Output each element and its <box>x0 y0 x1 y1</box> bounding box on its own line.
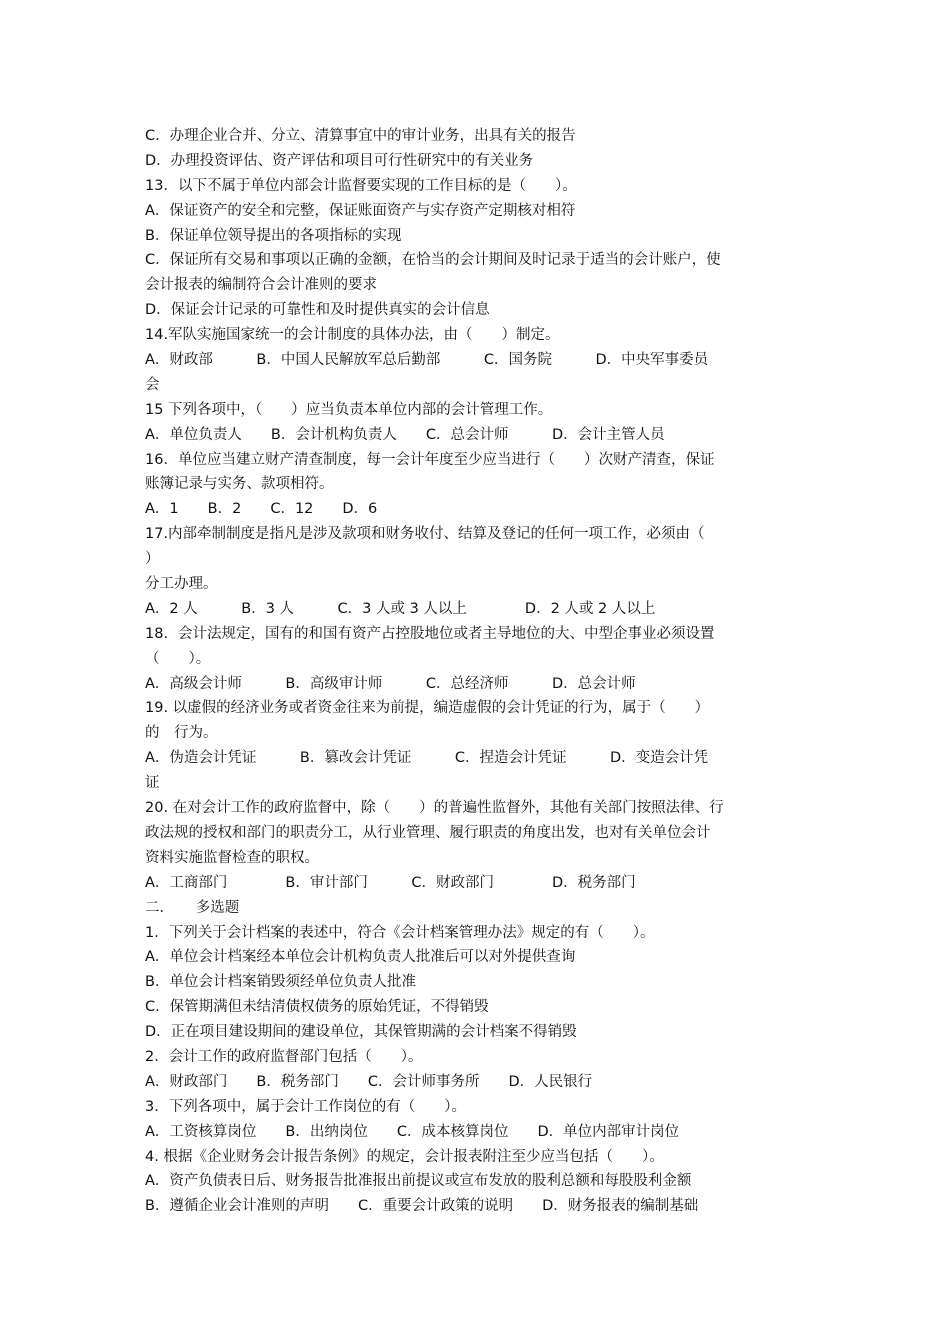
text-line: A．财政部门 B．税务部门 C．会计师事务所 D．人民银行 <box>145 1073 593 1090</box>
text-line: A．工资核算岗位 B．出纳岗位 C．成本核算岗位 D．单位内部审计岗位 <box>145 1123 680 1140</box>
text-line: A．高级会计师 B．高级审计师 C．总经济师 D．总会计师 <box>145 675 636 692</box>
text-line: A．财政部 B．中国人民解放军总后勤部 C．国务院 D．中央军事委员 <box>145 352 709 369</box>
text-line: 4. 根据《企业财务会计报告条例》的规定，会计报表附注至少应当包括（ ）。 <box>145 1148 664 1165</box>
text-line: 会 <box>145 376 160 393</box>
text-line: D．正在项目建设期间的建设单位，其保管期满的会计档案不得销毁 <box>145 1024 577 1041</box>
text-line: A．单位会计档案经本单位会计机构负责人批准后可以对外提供查询 <box>145 949 576 966</box>
text-line: 分工办理。 <box>145 576 218 593</box>
text-line: A．单位负责人 B．会计机构负责人 C．总会计师 D．会计主管人员 <box>145 426 665 443</box>
text-line: A．资产负债表日后、财务报告批准报出前提议或宣布发放的股利总额和每股股利金额 <box>145 1173 692 1190</box>
text-line: C．保管期满但未结清债权债务的原始凭证，不得销毁 <box>145 999 489 1016</box>
text-line: 2．会计工作的政府监督部门包括（ ）。 <box>145 1048 423 1065</box>
text-line: A．2 人 B．3 人 C．3 人或 3 人以上 D．2 人或 2 人以上 <box>145 600 656 617</box>
text-line: 17.内部牵制制度是指凡是涉及款项和财务收付、结算及登记的任何一项工作，必须由（ <box>145 526 705 543</box>
text-line: A．工商部门 B．审计部门 C．财政部门 D．税务部门 <box>145 874 636 891</box>
question-text-body <box>145 124 813 1219</box>
text-line: 政法规的授权和部门的职责分工，从行业管理、履行职责的角度出发，也对有关单位会计 <box>145 824 711 841</box>
text-line: A．伪造会计凭证 B．篡改会计凭证 C．捏造会计凭证 D．变造会计凭 <box>145 750 709 767</box>
text-line: B．单位会计档案销毁须经单位负责人批准 <box>145 974 416 991</box>
text-line: A．保证资产的安全和完整，保证账面资产与实存资产定期核对相符 <box>145 202 576 219</box>
text-line: B．遵循企业会计准则的声明 C．重要会计政策的说明 D．财务报表的编制基础 <box>145 1198 699 1215</box>
text-line: 19. 以虚假的经济业务或者资金往来为前提，编造虚假的会计凭证的行为，属于（ ） <box>145 700 710 717</box>
text-line: 14.军队实施国家统一的会计制度的具体办法，由（ ）制定。 <box>145 327 560 344</box>
text-line: 15 下列各项中，（ ）应当负责本单位内部的会计管理工作。 <box>145 401 553 418</box>
text-line: （ ）。 <box>145 650 211 667</box>
text-line: 二． 多选题 <box>145 899 240 916</box>
text-line: 的 行为。 <box>145 725 218 742</box>
text-line: 20. 在对会计工作的政府监督中，除（ ）的普遍性监督外，其他有关部门按照法律、行 <box>145 800 724 817</box>
text-line: 会计报表的编制符合会计准则的要求 <box>145 277 377 294</box>
text-line: 13．以下不属于单位内部会计监督要实现的工作目标的是（ ）。 <box>145 177 577 194</box>
text-line: D．保证会计记录的可靠性和及时提供真实的会计信息 <box>145 302 490 319</box>
text-line: 账簿记录与实务、款项相符。 <box>145 476 334 493</box>
text-line: ） <box>145 551 160 568</box>
text-line: 证 <box>145 775 160 792</box>
text-line: D．办理投资评估、资产评估和项目可行性研究中的有关业务 <box>145 152 534 169</box>
text-line: B．保证单位领导提出的各项指标的实现 <box>145 227 402 244</box>
text-line: 资料实施监督检查的职权。 <box>145 849 319 866</box>
text-line: C．办理企业合并、分立、清算事宜中的审计业务，出具有关的报告 <box>145 128 576 144</box>
text-line: 18．会计法规定，国有的和国有资产占控股地位或者主导地位的大、中型企事业必须设置 <box>145 625 715 642</box>
text-line: 3．下列各项中，属于会计工作岗位的有（ ）。 <box>145 1098 466 1115</box>
text-line: 1．下列关于会计档案的表述中，符合《会计档案管理办法》规定的有（ ）。 <box>145 924 655 941</box>
text-line: 16．单位应当建立财产清查制度，每一会计年度至少应当进行（ ）次财产清查，保证 <box>145 451 715 468</box>
text-line: C．保证所有交易和事项以正确的金额，在恰当的会计期间及时记录于适当的会计账户，使 <box>145 252 721 269</box>
text-line: A．1 B．2 C．12 D．6 <box>145 501 378 518</box>
